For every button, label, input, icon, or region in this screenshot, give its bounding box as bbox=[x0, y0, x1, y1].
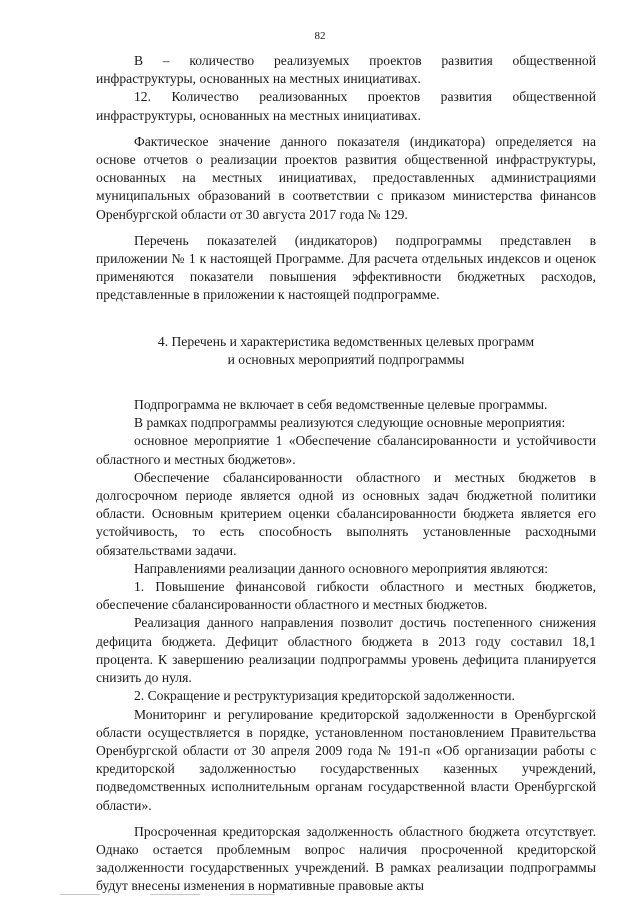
paragraph: Подпрограмма не включает в себя ведомственные целевые программы. bbox=[134, 397, 548, 413]
paragraph: 12. Количество реализованных проектов развития общественной инфраструктуры, основанных на местных инициативах. bbox=[96, 89, 596, 123]
section-heading bbox=[96, 333, 596, 369]
paragraph: Реализация данного направления позволит достичь постепенного снижения дефицита бюджета. Дефицит областного бюджета в 2013 году составил 18,1 процента. К завершению реализации подпрограммы уровень дефицита планируется снизить до нуля. bbox=[96, 615, 596, 686]
page-number: 82 bbox=[314, 30, 326, 42]
paragraph: 1. Повышение финансовой гибкости областного и местных бюджетов, обеспечение сбалансированности областного и местных бюджетов. bbox=[96, 579, 596, 613]
paragraph: Направлениями реализации данного основного мероприятия являются: bbox=[134, 560, 549, 576]
paragraph: Фактическое значение данного показателя (индикатора) определяется на основе отчетов о реализации проектов развития общественной инфраструктуры, основанных на местных инициативах, предоставленных администрациями муниципальных образований в соответствии с приказом министерства финансов Оренбургской области от 30 августа 2017 года № 129. bbox=[96, 133, 596, 222]
section-heading-line: 4. Перечень и характеристика ведомственных целевых программ bbox=[157, 333, 535, 349]
section-heading-line: и основных мероприятий подпрограммы bbox=[227, 351, 465, 367]
document-body bbox=[96, 52, 596, 896]
paragraph: 2. Сокращение и реструктуризация кредиторской задолженности. bbox=[134, 688, 515, 704]
scan-edge-marks bbox=[40, 888, 600, 902]
paragraph: В – количество реализуемых проектов развития общественной инфраструктуры, основанных на местных инициативах. bbox=[96, 53, 596, 87]
paragraph: Обеспечение сбалансированности областного и местных бюджетов в долгосрочном периоде является одной из основных задач бюджетной политики области. Основным критерием оценки сбалансированности бюджета является его устойчивость, то есть способность выполнять установленные расходными обязательствами задачи. bbox=[96, 469, 596, 558]
paragraph: Перечень показателей (индикаторов) подпрограммы представлен в приложении № 1 к настоящей Программе. Для расчета отдельных индексов и оценок применяются показатели повышения эффективности бюджетных расходов, представленные в приложении к настоящей подпрограмме. bbox=[96, 232, 596, 303]
paragraph: Мониторинг и регулирование кредиторской задолженности в Оренбургской области осуществляется в порядке, установленном постановлением Правительства Оренбургской области от 30 апреля 2009 года № 191-п «Об организации работы с кредиторской задолженностью государственных казенных учреждений, подведомственных исполнительным органам государственной власти Оренбургской области». bbox=[96, 706, 596, 813]
paragraph: основное мероприятие 1 «Обеспечение сбалансированности и устойчивости областного и местных бюджетов». bbox=[96, 433, 596, 467]
paragraph: Просроченная кредиторская задолженность областного бюджета отсутствует. Однако остается проблемным вопрос наличия просроченной кредиторской задолженности государственных учреждений. В рамках реализации подпрограммы будут внесены изменения в нормативные правовые акты bbox=[96, 823, 596, 894]
paragraph: В рамках подпрограммы реализуются следующие основные мероприятия: bbox=[134, 415, 566, 431]
